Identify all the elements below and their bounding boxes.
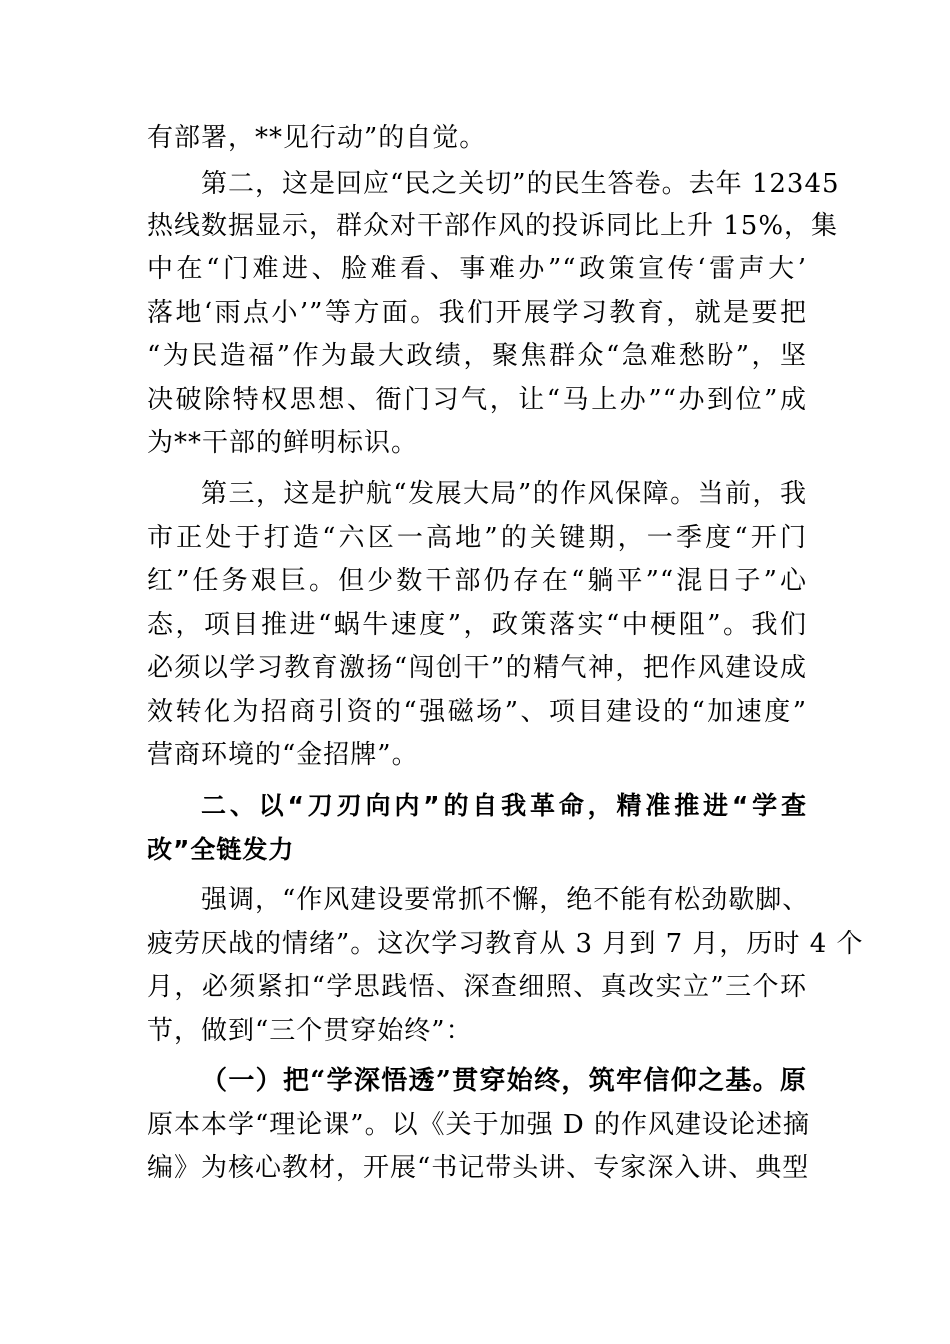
body-line: 原本本学“理论课”。以《关于加强 D 的作风建设论述摘	[147, 1110, 810, 1140]
body-line: 疲劳厌战的情绪”。这次学习教育从 3 月到 7 月，历时 4 个	[147, 929, 864, 959]
body-line: 效转化为招商引资的“强磁场”、项目建设的“加速度”	[147, 697, 807, 727]
body-line: 态，项目推进“蜗牛速度”，政策落实“中梗阻”。我们	[147, 610, 807, 640]
body-line: 市正处于打造“六区一高地”的关键期，一季度“开门	[147, 523, 807, 553]
section-heading: 二、以“刀刃向内”的自我革命，精准推进“学查	[201, 791, 807, 820]
body-line: 有部署，**见行动”的自觉。	[147, 123, 487, 153]
body-line: 月，必须紧扣“学思践悟、深查细照、真改实立”三个环	[147, 972, 807, 1002]
body-line: 强调，“作风建设要常抓不懈，绝不能有松劲歇脚、	[201, 885, 810, 915]
body-line: 为**干部的鲜明标识。	[147, 428, 419, 458]
body-line: 决破除特权思想、衙门习气，让“马上办”“办到位”成	[147, 385, 807, 415]
body-line: 第三，这是护航“发展大局”的作风保障。当前，我	[201, 479, 807, 509]
subsection-line: （一）把“学深悟透”贯穿始终，筑牢信仰之基。原	[201, 1066, 807, 1096]
body-line: 必须以学习教育激扬“闯创干”的精气神，把作风建设成	[147, 653, 807, 683]
body-line: 中在“门难进、脸难看、事难办”“政策宣传‘雷声大’	[147, 254, 807, 284]
section-heading: 改”全链发力	[147, 835, 295, 864]
body-line: 营商环境的“金招牌”。	[147, 740, 419, 770]
body-line: 节，做到“三个贯穿始终”：	[147, 1016, 473, 1046]
body-line: 第二，这是回应“民之关切”的民生答卷。去年 12345	[201, 169, 840, 199]
body-line: “为民造福”作为最大政绩，聚焦群众“急难愁盼”，坚	[147, 341, 807, 371]
body-line: 编》为核心教材，开展“书记带头讲、专家深入讲、典型	[147, 1153, 810, 1183]
body-line: 热线数据显示，群众对干部作风的投诉同比上升 15%，集	[147, 211, 839, 241]
body-line: 落地‘雨点小’”等方面。我们开展学习教育，就是要把	[147, 298, 807, 328]
body-line: 红”任务艰巨。但少数干部仍存在“躺平”“混日子”心	[147, 566, 807, 596]
